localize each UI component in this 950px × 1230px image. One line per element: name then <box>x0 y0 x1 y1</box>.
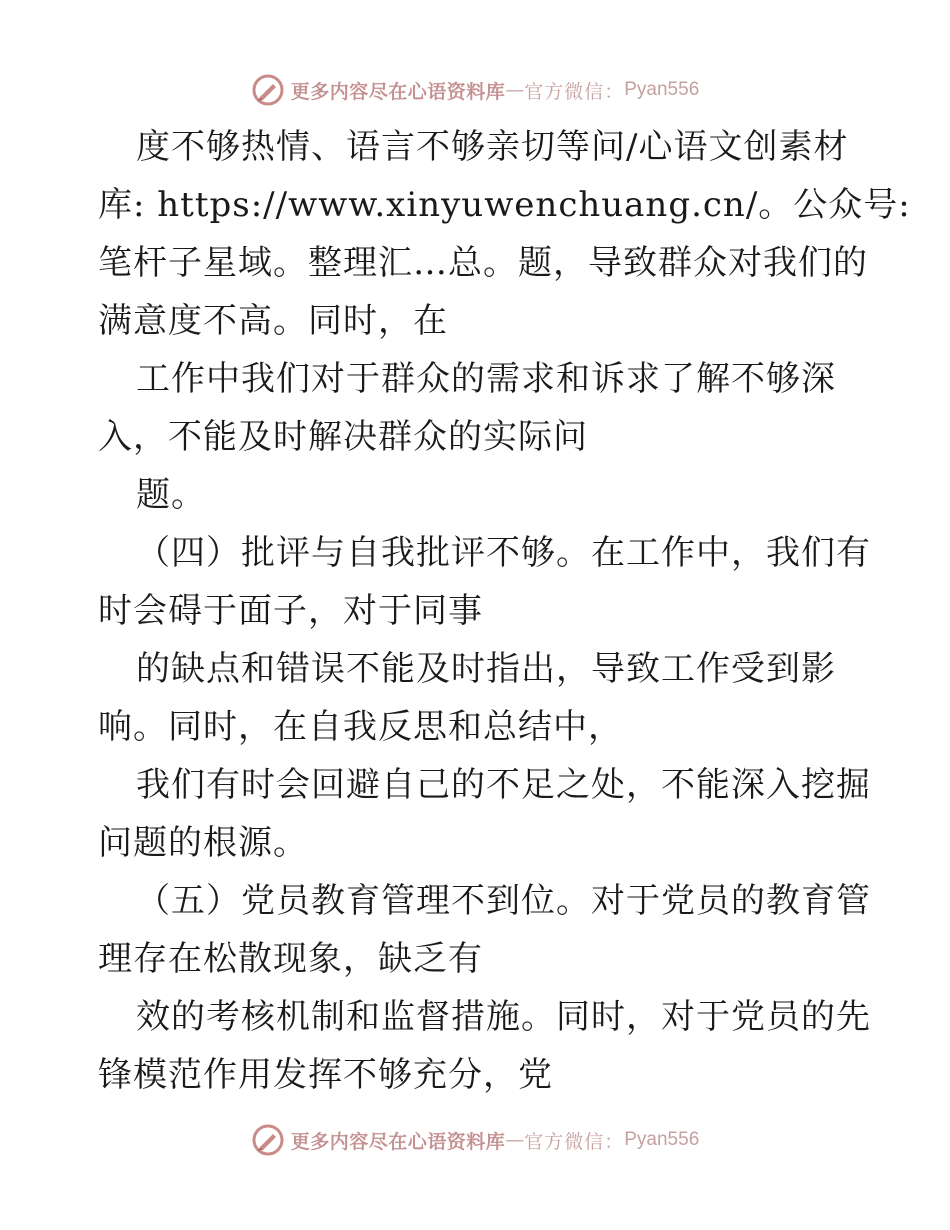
body-line: 入，不能及时解决群众的实际问 <box>98 417 588 457</box>
watermark-official-label: 官方微信： <box>524 1130 625 1153</box>
document-body <box>98 118 911 1104</box>
watermark-text: 更多内容尽在心语资料库 <box>290 80 506 103</box>
footer-watermark <box>0 1120 950 1160</box>
body-line: 时会碍于面子，对于同事 <box>98 591 483 631</box>
body-line: 工作中我们对于群众的需求和诉求了解不够深 <box>136 359 836 399</box>
watermark-separator: — <box>505 79 525 101</box>
header-watermark <box>0 70 950 110</box>
body-line: 问题的根源。 <box>98 823 308 863</box>
body-line: 题。 <box>136 475 206 515</box>
watermark-official-label: 官方微信： <box>524 80 625 103</box>
body-line: 笔杆子星域。整理汇…总。题，导致群众对我们的 <box>98 243 868 283</box>
watermark-text: 更多内容尽在心语资料库 <box>290 1130 506 1153</box>
body-line: 度不够热情、语言不够亲切等问/心语文创素材 <box>136 127 849 167</box>
body-line: 效的考核机制和监督措施。同时，对于党员的先 <box>136 997 871 1037</box>
watermark-wechat-id: Pyan556 <box>624 79 700 100</box>
body-line: 锋模范作用发挥不够充分，党 <box>98 1055 553 1095</box>
pen-logo-icon <box>251 73 285 107</box>
body-line: 我们有时会回避自己的不足之处，不能深入挖掘 <box>136 765 871 805</box>
body-line: （四）批评与自我批评不够。在工作中，我们有 <box>136 533 871 573</box>
body-line: 理存在松散现象，缺乏有 <box>98 939 483 979</box>
watermark-separator: — <box>505 1129 525 1151</box>
body-line: （五）党员教育管理不到位。对于党员的教育管 <box>136 881 871 921</box>
body-line: 的缺点和错误不能及时指出，导致工作受到影 <box>136 649 836 689</box>
watermark-wechat-id: Pyan556 <box>624 1129 700 1150</box>
pen-logo-icon <box>251 1123 285 1157</box>
body-line: 库: https://www.xinyuwenchuang.cn/。公众号: <box>98 185 911 225</box>
body-line: 满意度不高。同时，在 <box>98 301 448 341</box>
body-line: 响。同时，在自我反思和总结中， <box>98 707 623 747</box>
